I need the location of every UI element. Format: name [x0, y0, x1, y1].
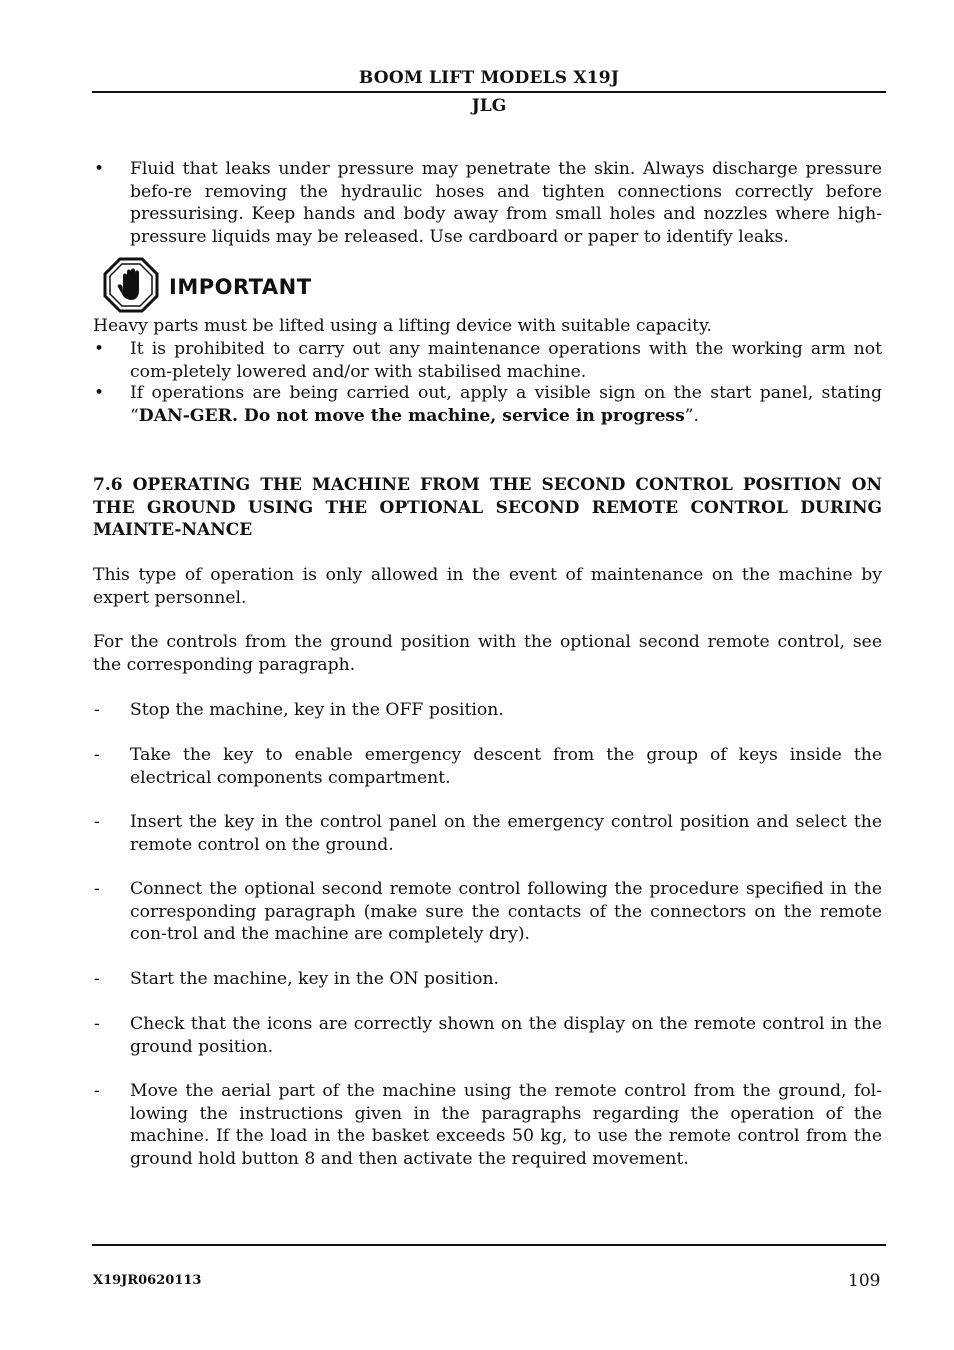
- step-text: Start the machine, key in the ON position.: [130, 969, 499, 989]
- bullet-marker: •: [94, 383, 105, 403]
- intro-bullet-text: Fluid that leaks under pressure may penetrate the skin. Always discharge pressure befo-re removing the hydraulic hoses and tighten connections correctly before pressurising. Keep hands and body away from small holes and nozzles where high-pressure liquids may be released. Use cardboard or paper to identify leaks.: [130, 159, 882, 247]
- step-marker: -: [94, 969, 100, 989]
- step-marker: -: [94, 1081, 100, 1101]
- step-text: Check that the icons are correctly shown on the display on the remote control in the ground position.: [130, 1014, 882, 1057]
- document-title: BOOM LIFT MODELS X19J: [358, 68, 620, 88]
- step-marker: -: [94, 700, 100, 720]
- important-callout: [103, 257, 312, 317]
- step-marker: -: [94, 879, 100, 899]
- step-marker: -: [94, 812, 100, 832]
- step-text: Connect the optional second remote control following the procedure specified in the corresponding paragraph (make sure the contacts of the connectors on the remote con-trol and the machine are completely dry).: [130, 879, 882, 944]
- important-bullet-text: It is prohibited to carry out any maintenance operations with the working arm not com-pletely lowered and/or with stabilised machine.: [130, 339, 882, 382]
- footer-divider: [92, 1244, 886, 1246]
- step-text: Take the key to enable emergency descent from the group of keys inside the electrical components compartment.: [130, 745, 882, 788]
- section-paragraph: This type of operation is only allowed in the event of maintenance on the machine by expert personnel.: [93, 565, 882, 608]
- bullet-text-part: If operations are being carried out, apply a visible sign on the start panel, stating “: [130, 383, 882, 426]
- document-brand: JLG: [471, 96, 507, 116]
- important-bullet-text: [130, 382, 882, 427]
- page-number: 109: [848, 1271, 881, 1291]
- bullet-marker: •: [94, 339, 105, 359]
- step-marker: -: [94, 745, 100, 765]
- danger-sign-text: DAN-GER. Do not move the machine, service in progress: [138, 405, 685, 426]
- section-heading: 7.6 OPERATING THE MACHINE FROM THE SECOND CONTROL POSITION ON THE GROUND USING THE OPTIONAL SECOND REMOTE CONTROL DURING MAINTE-NANCE: [93, 475, 882, 540]
- bullet-marker: •: [94, 159, 105, 179]
- step-text: Insert the key in the control panel on the emergency control position and select the remote control on the ground.: [130, 812, 882, 855]
- bullet-text-part: ”.: [684, 405, 700, 426]
- header-divider: [92, 91, 886, 93]
- important-label: IMPORTANT: [169, 275, 312, 299]
- step-text: Stop the machine, key in the OFF position.: [130, 700, 504, 720]
- stop-hand-icon: [103, 257, 159, 317]
- document-code: X19JR0620113: [93, 1273, 202, 1288]
- step-text: Move the aerial part of the machine using the remote control from the ground, fol-lowing the instructions given in the paragraphs regarding the operation of the machine. If the load in the basket exceeds 50 kg, to use the remote control from the ground hold button 8 and then activate the required movement.: [130, 1081, 882, 1169]
- step-marker: -: [94, 1014, 100, 1034]
- important-lead-text: Heavy parts must be lifted using a lifting device with suitable capacity.: [93, 316, 712, 336]
- section-paragraph: For the controls from the ground position with the optional second remote control, see the corresponding paragraph.: [93, 632, 882, 675]
